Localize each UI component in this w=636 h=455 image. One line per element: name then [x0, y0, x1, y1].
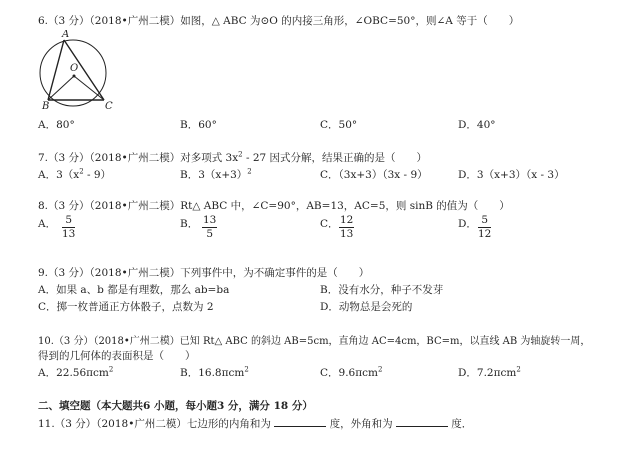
q7-option-a — [38, 167, 111, 182]
q9-option-d: D．动物总是会死的 — [320, 301, 413, 313]
label-o: O — [70, 63, 79, 74]
q9-option-a: A．如果 a、b 都是有理数，那么 ab=ba — [38, 284, 230, 296]
q7-option-c: C．（3x+3）（3x - 9） — [320, 169, 428, 181]
q8-option-a-fraction — [62, 214, 75, 241]
fraction-denominator: 5 — [206, 228, 214, 240]
q7-option-b-exponent: 2 — [247, 167, 252, 176]
label-c: C — [105, 101, 113, 110]
q8-option-a-label: A． — [38, 218, 57, 230]
q7-option-d: D．3（x+3）（x - 3） — [458, 169, 565, 181]
q7-stem-exponent: 2 — [238, 150, 243, 159]
q11-stem — [38, 416, 472, 431]
q7-stem-text-b: - 27 因式分解，结果正确的是（ ） — [242, 152, 428, 164]
q11-text-c: 度． — [451, 418, 473, 430]
fraction-numerator: 12 — [340, 214, 354, 226]
q10-option-a-exponent: 2 — [108, 365, 114, 374]
q8-option-d-label: D． — [458, 218, 477, 230]
q9-stem: 9.（3 分）（2018•广州二模）下列事件中，为不确定事件的是（ ） — [38, 267, 370, 279]
q11-blank-exterior-sum[interactable] — [396, 416, 448, 427]
q10-option-d — [458, 365, 521, 380]
center-point — [73, 75, 76, 78]
q10-option-a-text: A．22.56πcm — [38, 367, 109, 379]
section-heading-fill-in: 二、填空题（本大题共6 小题，每小题3 分，满分 18 分） — [38, 400, 313, 412]
fraction-denominator: 13 — [62, 228, 76, 240]
q11-text-b: 度，外角和为 — [329, 418, 393, 430]
q10-option-b-text: B．16.8πcm — [180, 367, 245, 379]
q10-option-c-text: C．9.6πcm — [320, 367, 378, 379]
q7-option-b — [180, 167, 252, 182]
q8-option-b-label: B． — [180, 218, 199, 230]
fraction-denominator: 12 — [478, 228, 492, 240]
q10-option-b — [180, 365, 249, 380]
fraction-numerator: 5 — [478, 214, 491, 228]
segment-oc — [74, 76, 104, 100]
q10-option-d-text: D．7.2πcm — [458, 367, 517, 379]
q8-stem: 8.（3 分）（2018•广州二模）Rt△ ABC 中，∠C=90°，AB=13，AC=5，则 sinB 的值为（ ） — [38, 200, 510, 212]
q6-stem: 6.（3 分）（2018•广州二模）如图，△ ABC 为⊙O 的内接三角形，∠OBC=50°，则∠A 等于（ ） — [38, 15, 520, 27]
q10-option-a — [38, 365, 113, 380]
label-b: B — [42, 101, 50, 110]
q6-circle-figure — [36, 30, 116, 110]
q6-option-d: D．40° — [458, 119, 496, 131]
q6-option-c: C．50° — [320, 119, 358, 131]
q7-stem — [38, 150, 427, 165]
q11-text-a: 11.（3 分）（2018•广州二模）七边形的内角和为 — [38, 418, 271, 430]
q10-option-c — [320, 365, 382, 380]
q6-option-a: A．80° — [38, 119, 75, 131]
q8-option-b-fraction — [202, 214, 217, 241]
q11-blank-interior-sum[interactable] — [274, 416, 326, 427]
q10-option-c-exponent: 2 — [377, 365, 383, 374]
q10-stem-line2: 得到的几何体的表面积是（ ） — [38, 350, 196, 362]
fraction-denominator: 13 — [340, 228, 354, 240]
q6-option-b: B．60° — [180, 119, 217, 131]
q10-stem-line1: 10.（3 分）（2018•广州二模）已知 Rt△ ABC 的斜边 AB=5cm，直角边 AC=4cm，BC=m，以直线 AB 为轴旋转一周， — [38, 336, 591, 347]
q7-option-a-exponent: 2 — [79, 167, 84, 176]
q10-option-b-exponent: 2 — [244, 365, 249, 374]
fraction-numerator: 5 — [62, 214, 75, 228]
q7-option-a-text: A．3（x — [38, 169, 80, 181]
q8-option-c-label: C． — [320, 218, 339, 230]
q9-option-b: B．没有水分，种子不发芽 — [320, 284, 444, 296]
q8-option-d-fraction — [478, 214, 491, 241]
q9-option-c: C．掷一枚普通正方体骰子，点数为 2 — [38, 301, 214, 313]
q10-option-d-exponent: 2 — [516, 365, 521, 374]
q7-option-a-tail: - 9） — [83, 169, 112, 181]
fraction-numerator: 13 — [203, 214, 217, 226]
q7-stem-text-a: 7.（3 分）（2018•广州二模）对多项式 3x — [38, 152, 239, 164]
q7-option-b-text: B．3（x+3） — [180, 169, 248, 181]
q8-option-c-fraction — [339, 214, 354, 241]
label-a: A — [62, 30, 70, 40]
